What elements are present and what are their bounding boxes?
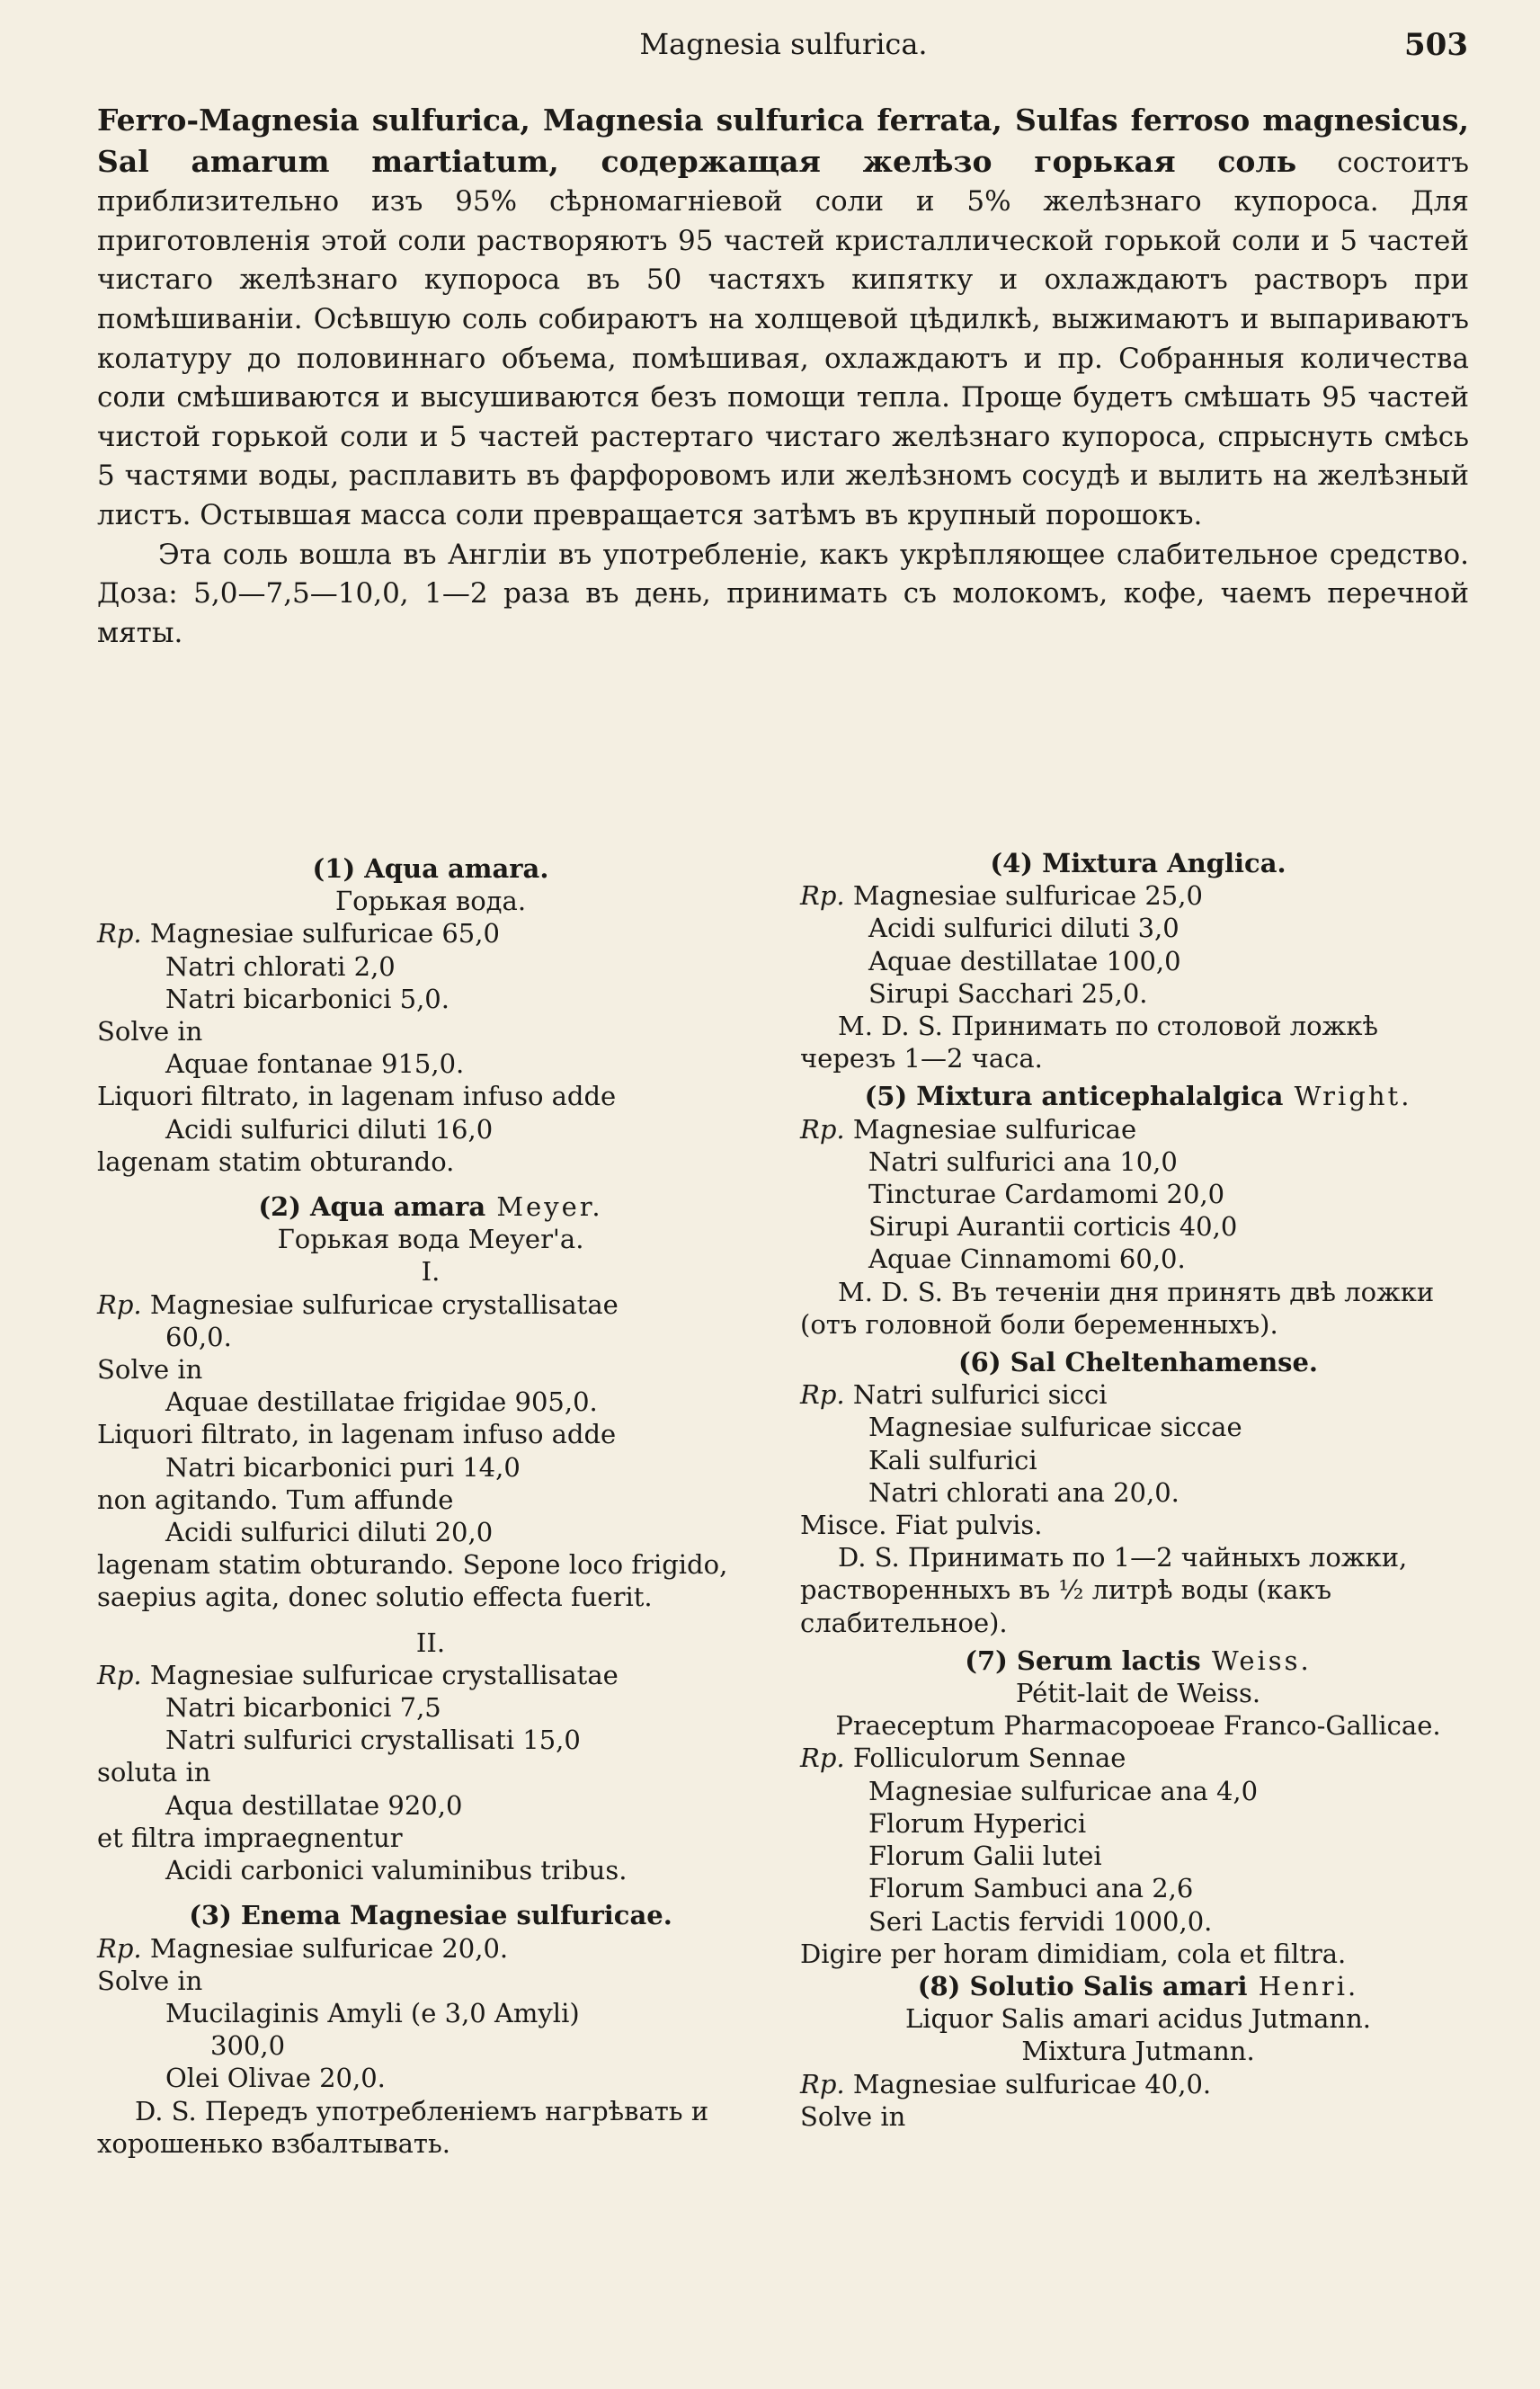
- recipe-line: Natri sulfurici crystallisati 15,0: [165, 1725, 581, 1756]
- recipe-line: Praeceptum Pharmacopoeae Franco-Gallicae.: [835, 1710, 1441, 1742]
- rp-mark: Rp.: [800, 2068, 845, 2099]
- recipe-line: Florum Galii lutei: [868, 1841, 1102, 1872]
- recipe-3-title: (3) Enema Magnesiae sulfuricae.: [189, 1900, 672, 1931]
- recipe-7-subtitle: Pétit-lait de Weiss.: [1015, 1678, 1261, 1709]
- intro-paragraph-1-text: состоитъ приблизительно изъ 95% сѣрномагніевой соли и 5% желѣзнаго купороса. Для приготовленія этой соли растворяютъ 95 частей кристаллической горькой соли и 5 частей чистаго желѣзнаго купороса въ 50 частяхъ кипятку и охлаждаютъ растворъ при помѣшиваніи. Осѣвшую соль собираютъ на холщевой цѣдилкѣ, выжимаютъ и выпариваютъ колатуру до половиннаго объема, помѣшивая, охлаждаютъ и пр. Собранныя количества соли смѣшиваются и высушиваются безъ помощи тепла. Проще будетъ смѣшать 95 частей чистой горькой соли и 5 частей растертаго чистаго желѣзнаго купороса, спрыснуть смѣсь 5 частями воды, расплавить въ фарфоровомъ или желѣзномъ сосудѣ и вылить на желѣзный листъ. Остывшая масса соли превращается затѣмъ въ крупный порошокъ.: [97, 146, 1469, 531]
- recipe-line: Acidi sulfurici diluti 20,0: [165, 1517, 494, 1548]
- page-number: 503: [1404, 27, 1468, 63]
- recipe-6-title: (6) Sal Cheltenhamense.: [957, 1347, 1319, 1378]
- recipe-line: Florum Hyperici: [868, 1807, 1087, 1839]
- recipe-line: Rp. Magnesiae sulfuricae: [800, 1113, 1137, 1145]
- right-column: [800, 847, 1476, 2133]
- recipe-line: Rp. Magnesiae sulfuricae 25,0: [800, 880, 1203, 912]
- recipe-line: Magnesiae sulfuricae siccae: [868, 1412, 1242, 1443]
- recipe-line: Florum Sambuci ana 2,6: [868, 1873, 1194, 1904]
- recipe-line: D. S. Принимать по 1—2 чайныхъ ложки, растворенныхъ въ ½ литрѣ воды (какъ слабительное).: [800, 1542, 1408, 1638]
- recipe-line: Kali sulfurici: [868, 1444, 1037, 1475]
- recipe-line: Natri sulfurici ana 10,0: [868, 1145, 1178, 1177]
- recipe-line: Acidi sulfurici diluti 16,0: [165, 1113, 494, 1145]
- recipe-line: Rp. Magnesiae sulfuricae crystallisatae: [97, 1288, 619, 1320]
- intro-paragraph-1: [97, 101, 1469, 536]
- recipe-line: Natri bicarbonici 7,5: [165, 1692, 441, 1724]
- recipe-7-title: (7) Serum lactis Weiss.: [965, 1645, 1312, 1676]
- recipe-5-author: Wright.: [1283, 1081, 1412, 1112]
- rp-mark: Rp.: [97, 1932, 142, 1964]
- recipe-line: Mucilaginis Amyli (e 3,0 Amyli): [165, 1997, 580, 2028]
- rp-mark: Rp.: [800, 880, 845, 912]
- recipe-line: M. D. S. Въ теченіи дня принять двѣ ложки (отъ головной боли беременныхъ).: [800, 1276, 1435, 1340]
- left-column: [97, 852, 764, 2160]
- recipe-line: Solve in: [97, 1016, 203, 1047]
- recipe-line: Tincturae Cardamomi 20,0: [868, 1179, 1225, 1210]
- recipe-line: Rp. Magnesiae sulfuricae 65,0: [97, 918, 500, 949]
- recipe-line: Seri Lactis fervidi 1000,0.: [868, 1905, 1213, 1937]
- running-header: [99, 23, 1468, 67]
- recipe-line: Rp. Natri sulfurici sicci: [800, 1379, 1108, 1411]
- rp-mark: Rp.: [97, 1288, 142, 1320]
- recipe-8-subtitle-1: Liquor Salis amari acidus Jutmann.: [904, 2003, 1372, 2035]
- recipe-line: Natri bicarbonici puri 14,0: [165, 1451, 521, 1483]
- recipe-8-author: Henri.: [1247, 1970, 1359, 2001]
- recipe-line: Rp. Magnesiae sulfuricae 20,0.: [97, 1932, 509, 1964]
- recipe-line: Misce. Fiat pulvis.: [800, 1510, 1043, 1541]
- recipe-1-subtitle: Горькая вода.: [334, 886, 527, 917]
- recipe-line: M. D. S. Принимать по столовой ложкѣ черезъ 1—2 часа.: [800, 1011, 1378, 1074]
- rp-mark: Rp.: [97, 918, 142, 949]
- recipe-line: Aquae fontanae 915,0.: [165, 1048, 465, 1080]
- recipe-line: Magnesiae sulfuricae ana 4,0: [868, 1775, 1259, 1806]
- recipe-line: Rp. Magnesiae sulfuricae crystallisatae: [97, 1659, 619, 1690]
- recipe-line: Rp. Magnesiae sulfuricae 40,0.: [800, 2068, 1212, 2099]
- recipe-line: Sirupi Sacchari 25,0.: [868, 977, 1148, 1009]
- recipe-line: Sirupi Aurantii corticis 40,0: [868, 1211, 1238, 1243]
- recipe-2-title: (2) Aqua amara Meyer.: [258, 1191, 603, 1223]
- recipe-line: 60,0.: [165, 1321, 232, 1352]
- recipe-line: Aquae Cinnamomi 60,0.: [868, 1244, 1186, 1275]
- recipe-line: Natri bicarbonici 5,0.: [165, 983, 450, 1014]
- recipe-8-subtitle-2: Mixtura Jutmann.: [1021, 2036, 1255, 2067]
- recipe-line: Solve in: [800, 2100, 906, 2132]
- recipe-2-subtitle: Горькая вода Meyer'а.: [277, 1224, 584, 1255]
- recipe-7-author: Weiss.: [1200, 1645, 1312, 1676]
- recipe-line: Olei Olivae 20,0.: [165, 2063, 386, 2094]
- recipe-line: Aqua destillatae 920,0: [165, 1789, 463, 1821]
- recipe-line: Solve in: [97, 1965, 203, 1996]
- running-title: Magnesia sulfurica.: [639, 27, 928, 61]
- recipe-8-title: (8) Solutio Salis amari Henri.: [917, 1970, 1359, 2001]
- recipe-line: Liquori filtrato, in lagenam infuso adde: [97, 1419, 617, 1450]
- recipe-line: Acidi sulfurici diluti 3,0: [868, 913, 1179, 944]
- recipe-line: Aquae destillatae frigidae 905,0.: [165, 1386, 598, 1418]
- rp-mark: Rp.: [800, 1743, 845, 1774]
- recipe-line: Rp. Folliculorum Sennae: [800, 1743, 1126, 1774]
- recipe-line: soluta in: [97, 1757, 211, 1788]
- recipe-2-part-1: I.: [421, 1256, 441, 1288]
- recipe-1-title: (1) Aqua amara.: [312, 853, 549, 884]
- recipe-4-title: (4) Mixtura Anglica.: [990, 848, 1286, 878]
- recipe-line: 300,0: [210, 2030, 286, 2062]
- article-headword: Ferro-Magnesia sulfurica, Magnesia sulfurica ferrata, Sulfas ferroso magnesicus, Sal amarum martiatum, содержащая желѣзо горькая соль: [97, 103, 1469, 179]
- recipe-line: Natri chlorati ana 20,0.: [868, 1476, 1179, 1508]
- recipe-line: Liquori filtrato, in lagenam infuso adde: [97, 1081, 617, 1112]
- recipe-line: lagenam statim obturando.: [97, 1145, 455, 1177]
- recipe-2-author: Meyer.: [485, 1191, 603, 1223]
- rp-mark: Rp.: [97, 1659, 142, 1690]
- intro-paragraph-2: Эта соль вошла въ Англіи въ употребленіе, какъ укрѣпляющее слабительное средство. Доза: 5,0—7,5—10,0, 1—2 раза въ день, принимать съ молокомъ, кофе, чаемъ перечной мяты.: [97, 538, 1469, 649]
- recipe-line: Digire per horam dimidiam, cola et filtra.: [800, 1938, 1347, 1969]
- recipe-2-part-2: II.: [415, 1627, 446, 1658]
- recipe-line: Natri chlorati 2,0: [165, 950, 396, 982]
- recipe-line: Acidi carbonici valuminibus tribus.: [165, 1855, 628, 1886]
- intro-article: [97, 101, 1469, 653]
- recipe-line: Aquae destillatae 100,0: [868, 945, 1181, 976]
- recipe-line: D. S. Передъ употребленіемъ нагрѣвать и хорошенько взбалтывать.: [97, 2095, 709, 2159]
- rp-mark: Rp.: [800, 1113, 845, 1145]
- recipe-5-title: (5) Mixtura anticephalalgica Wright.: [864, 1081, 1412, 1112]
- recipe-line: lagenam statim obturando. Sepone loco frigido, saepius agita, donec solutio effecta fuerit.: [97, 1549, 728, 1613]
- recipe-line: et filtra impraegnentur: [97, 1822, 403, 1853]
- recipe-line: non agitando. Tum affunde: [97, 1484, 454, 1515]
- rp-mark: Rp.: [800, 1379, 845, 1411]
- recipe-line: Solve in: [97, 1354, 203, 1386]
